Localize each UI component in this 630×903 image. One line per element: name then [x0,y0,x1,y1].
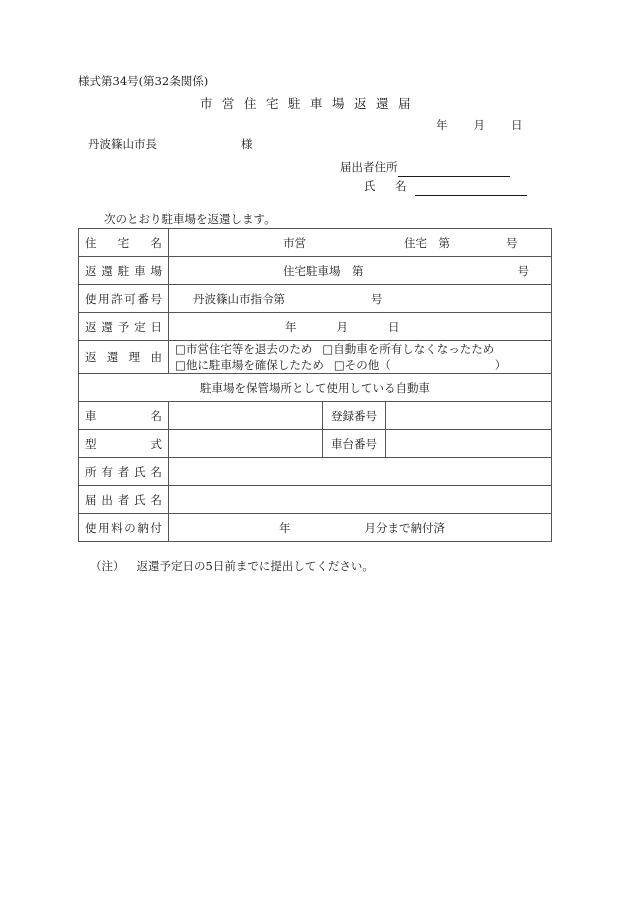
table-row [79,285,552,313]
row-value-registration-number[interactable] [386,402,552,430]
header-date-line [436,118,523,132]
reason-line-2 [175,357,545,373]
fee-payment-year: 年 [279,520,291,535]
footnote-text: 返還予定日の5日前までに提出してください。 [136,559,374,573]
addressee-line [88,137,253,152]
form-number: 様式第34号(第32条関係) [78,74,209,88]
footnote [90,559,374,574]
row-label-permit-number: 使用許可番号 [79,285,169,313]
checkbox-icon[interactable]: □ [175,342,186,356]
submitter-name-label: 氏 名 [364,179,411,193]
permit-number-prefix: 丹波篠山市指令第 [193,291,285,306]
row-value-house-name[interactable] [169,229,552,257]
reason-line-1 [175,341,545,357]
return-date-day: 日 [388,319,400,334]
row-label-vehicle-name: 車名 [79,402,169,430]
submitter-address-field[interactable] [398,163,510,177]
header-year-label: 年 [436,118,448,132]
house-name-suffix: 号 [506,235,518,250]
submitter-name-row [340,177,527,196]
row-value-chassis-number[interactable] [386,430,552,458]
table-row [79,374,552,402]
row-value-fee-payment[interactable] [169,514,552,542]
reason-option-1[interactable]: 市営住宅等を退去のため [185,342,313,356]
row-value-submitter-name[interactable] [169,486,552,514]
page-title: 市営住宅駐車場返還届 [200,96,421,111]
row-label-return-reason: 返還理由 [79,341,169,374]
addressee-honorific: 様 [241,137,253,151]
addressee-name: 丹波篠山市長 [88,137,157,151]
reason-option-4[interactable]: その他（ [344,358,391,372]
submitter-address-row [340,158,527,177]
table-row [79,313,552,341]
submitter-address-label: 届出者住所 [340,160,398,174]
table-row-reason [79,341,552,374]
table-row [79,458,552,486]
reason-option-2[interactable]: 自動車を所有しなくなったため [333,342,495,356]
row-label-house-name: 住宅名 [79,229,169,257]
return-date-month: 月 [336,319,348,334]
row-value-returned-parking[interactable] [169,257,552,285]
row-label-returned-parking: 返還駐車場 [79,257,169,285]
return-date-year: 年 [285,319,297,334]
row-label-owner-name: 所有者氏名 [79,458,169,486]
fee-payment-text: 月分まで納付済 [364,520,445,535]
table-row [79,257,552,285]
row-value-permit-number[interactable] [169,285,552,313]
vehicle-section-header: 駐車場を保管場所として使用している自動車 [79,374,552,402]
table-row [79,430,552,458]
permit-number-suffix: 号 [371,291,383,306]
row-label-vehicle-model: 型式 [79,430,169,458]
table-row [79,402,552,430]
row-value-return-date[interactable] [169,313,552,341]
house-name-prefix: 市営 [283,235,306,250]
house-name-mid: 住宅 第 [404,235,450,250]
header-day-label: 日 [511,118,523,132]
return-form-table [78,228,552,542]
row-value-owner-name[interactable] [169,458,552,486]
table-row [79,514,552,542]
row-label-return-date: 返還予定日 [79,313,169,341]
row-value-return-reason [169,341,552,374]
checkbox-icon[interactable]: □ [322,342,334,356]
row-value-vehicle-name[interactable] [169,402,323,430]
returned-parking-prefix: 住宅駐車場 第 [283,263,364,278]
returned-parking-suffix: 号 [517,263,529,278]
row-label-submitter-name: 届出者氏名 [79,486,169,514]
footnote-marker: （注） [90,559,125,573]
checkbox-icon[interactable]: □ [333,358,345,372]
submitter-name-field[interactable] [415,182,527,196]
row-label-chassis-number: 車台番号 [323,430,386,458]
header-month-label: 月 [473,118,485,132]
table-row [79,486,552,514]
table-row [79,229,552,257]
lead-text: 次のとおり駐車場を返還します。 [104,212,276,226]
row-value-vehicle-model[interactable] [169,430,323,458]
row-label-registration-number: 登録番号 [323,402,386,430]
reason-close-paren: ） [494,358,507,372]
submitter-block [340,158,527,196]
row-label-fee-payment: 使用料の納付 [79,514,169,542]
checkbox-icon[interactable]: □ [175,358,186,372]
reason-option-3[interactable]: 他に駐車場を確保したため [185,358,324,372]
